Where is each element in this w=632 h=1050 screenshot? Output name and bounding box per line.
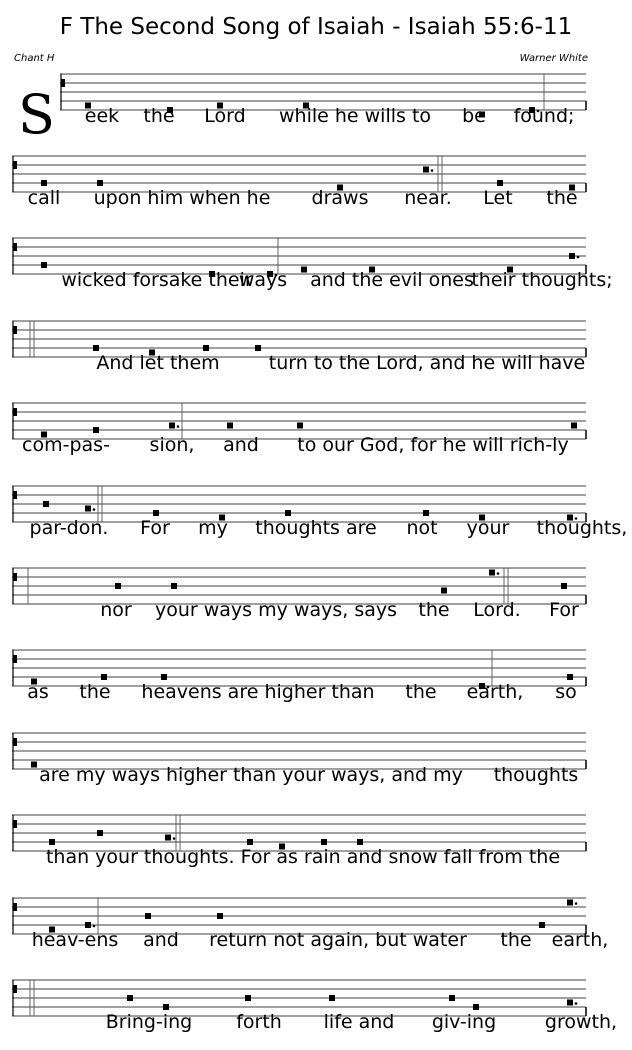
chant-note	[169, 423, 175, 429]
clef-mark	[13, 655, 17, 663]
clef-mark	[13, 985, 17, 993]
chant-note	[329, 995, 335, 1001]
chant-note	[297, 423, 303, 429]
chant-note	[245, 995, 251, 1001]
lyrics-line	[0, 928, 632, 960]
lyric-syllable: call	[27, 187, 61, 209]
clef-mark	[13, 243, 17, 251]
lyric-syllable: return not again, but water	[209, 929, 467, 951]
chant-system	[0, 140, 632, 220]
lyrics-line	[0, 680, 632, 712]
lyric-syllable: For	[549, 599, 579, 621]
chant-note	[217, 913, 223, 919]
chant-system	[0, 717, 632, 797]
chant-note	[567, 900, 573, 906]
lyric-syllable: wicked forsake their	[61, 269, 253, 291]
lyric-syllable: earth,	[466, 681, 524, 703]
chant-note	[571, 423, 577, 429]
lyrics-line	[0, 351, 632, 383]
lyric-syllable: are my ways higher than your ways, and my	[39, 764, 463, 786]
lyric-syllable: found;	[513, 105, 575, 127]
lyric-syllable: And let them	[96, 352, 220, 374]
chant-note	[85, 506, 91, 512]
lyric-syllable: forth	[236, 1011, 282, 1033]
lyric-syllable: the	[500, 929, 532, 951]
lyric-syllable: Lord.	[473, 599, 521, 621]
lyric-syllable: Lord	[204, 105, 246, 127]
chant-system	[0, 58, 632, 146]
note-dot	[575, 1002, 578, 1005]
clef-mark	[13, 491, 17, 499]
chant-note	[567, 1000, 573, 1006]
lyric-syllable: the	[405, 681, 437, 703]
chant-note	[97, 830, 103, 836]
lyric-syllable: and	[223, 434, 259, 456]
clef-mark	[13, 573, 17, 581]
lyric-syllable: For	[140, 517, 170, 539]
lyrics-line	[0, 598, 632, 630]
chant-label: Chant H	[14, 53, 55, 64]
chant-note	[165, 835, 171, 841]
lyrics-line	[0, 516, 632, 548]
lyric-syllable: near.	[404, 187, 452, 209]
chant-system	[0, 222, 632, 302]
chant-system	[0, 552, 632, 632]
lyric-syllable: the	[79, 681, 111, 703]
lyric-syllable: not	[406, 517, 438, 539]
chant-system	[0, 387, 632, 467]
page-title: F The Second Song of Isaiah - Isaiah 55:6-11	[59, 14, 573, 40]
lyric-syllable: your	[466, 517, 510, 539]
lyrics-line	[0, 763, 632, 795]
lyrics-line	[0, 433, 632, 465]
lyric-syllable: nor	[100, 599, 132, 621]
lyrics-line	[0, 845, 632, 877]
lyric-syllable: thoughts are	[255, 517, 377, 539]
lyric-syllable: than your thoughts. For as rain and snow fall from the	[45, 846, 561, 868]
chant-note	[561, 583, 567, 589]
clef-mark	[13, 326, 17, 334]
lyric-syllable: heav-ens	[31, 929, 119, 951]
lyric-syllable: upon him when he	[93, 187, 271, 209]
chant-note	[569, 253, 575, 259]
lyrics-line	[0, 268, 632, 300]
chant-system	[0, 470, 632, 550]
lyric-syllable: com-pas-	[22, 434, 110, 456]
clef-mark	[13, 903, 17, 911]
lyric-syllable: while he wills to	[278, 105, 432, 127]
lyric-syllable: earth,	[551, 929, 609, 951]
chant-note	[489, 570, 495, 576]
composer-credit: Warner White	[519, 53, 588, 64]
chant-system	[0, 305, 632, 385]
clef-mark	[13, 820, 17, 828]
lyric-syllable: ways	[238, 269, 288, 291]
lyric-syllable: so	[555, 681, 577, 703]
lyric-syllable: Bring-ing	[105, 1011, 193, 1033]
lyric-syllable: Let	[483, 187, 513, 209]
lyric-syllable: thoughts,	[536, 517, 628, 539]
lyric-syllable: their thoughts;	[471, 269, 613, 291]
clef-mark	[13, 738, 17, 746]
lyric-syllable: growth,	[544, 1011, 618, 1033]
note-dot	[577, 256, 580, 259]
note-dot	[173, 837, 176, 840]
chant-note	[423, 167, 429, 173]
lyric-syllable: the	[546, 187, 578, 209]
chant-note	[449, 995, 455, 1001]
clef-mark	[13, 161, 17, 169]
lyric-syllable: life and	[323, 1011, 395, 1033]
lyric-syllable: and the evil ones	[310, 269, 474, 291]
lyric-syllable: giv-ing	[431, 1011, 497, 1033]
lyric-syllable: heavens are higher than	[141, 681, 375, 703]
chant-note	[441, 588, 447, 594]
note-dot	[497, 572, 500, 575]
note-dot	[93, 925, 96, 928]
note-dot	[575, 902, 578, 905]
lyric-syllable: eek	[84, 105, 120, 127]
chant-system	[0, 882, 632, 962]
lyric-syllable: as	[27, 681, 49, 703]
chant-note	[145, 913, 151, 919]
lyric-syllable: your ways my ways, says	[154, 599, 398, 621]
lyric-syllable: thoughts	[493, 764, 579, 786]
chant-note	[115, 583, 121, 589]
lyric-syllable: and	[143, 929, 179, 951]
lyric-syllable: turn to the Lord, and he will have	[268, 352, 586, 374]
clef-mark	[13, 408, 17, 416]
lyric-syllable: sion,	[149, 434, 195, 456]
lyric-syllable: to our God, for he will rich-ly	[297, 434, 569, 456]
lyric-syllable: the	[143, 105, 175, 127]
lyrics-line	[0, 104, 632, 136]
chant-system	[0, 634, 632, 714]
drop-cap-letter: S	[18, 83, 55, 146]
chant-note	[227, 423, 233, 429]
lyric-syllable: be	[462, 105, 486, 127]
lyric-syllable: my	[198, 517, 228, 539]
lyrics-line	[0, 186, 632, 218]
note-dot	[431, 169, 434, 172]
lyric-syllable: par-don.	[29, 517, 109, 539]
chant-note	[43, 501, 49, 507]
note-dot	[177, 425, 180, 428]
lyric-syllable: draws	[311, 187, 369, 209]
lyrics-line	[0, 1010, 632, 1042]
chant-note	[127, 995, 133, 1001]
chant-system	[0, 964, 632, 1044]
chant-note	[171, 583, 177, 589]
note-dot	[93, 508, 96, 511]
chant-system	[0, 799, 632, 879]
lyric-syllable: the	[418, 599, 450, 621]
